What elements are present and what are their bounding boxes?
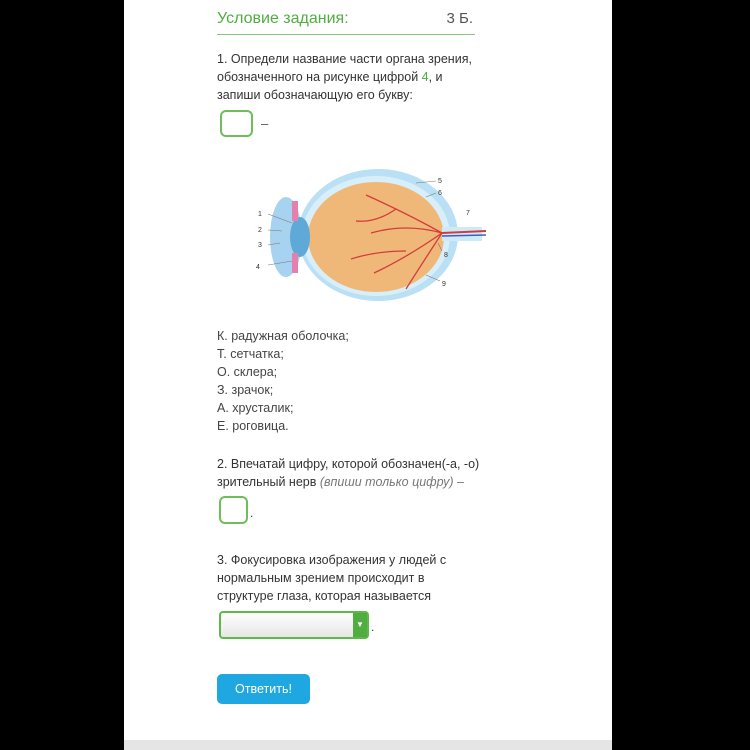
question-1 (217, 50, 487, 104)
label-7: 7 (466, 210, 470, 217)
option-z: З. зрачок; (217, 383, 274, 397)
option-o: О. склера; (217, 365, 278, 379)
question-1-number: 4 (421, 70, 429, 84)
label-2: 2 (258, 227, 262, 234)
label-4: 4 (256, 264, 260, 271)
submit-button[interactable]: Ответить! (217, 674, 310, 704)
answer-1-dash: – (261, 116, 269, 131)
task-title: Условие задания: (217, 10, 349, 27)
label-8: 8 (444, 252, 448, 259)
question-2-hint: (впиши только цифру) – (319, 475, 464, 489)
question-3: 3. Фокусировка изображения у людей с нормальным зрением происходит в структуре глаза, которая называется (217, 553, 447, 603)
answer-1-input[interactable] (220, 110, 253, 137)
iris-bottom-shape (292, 253, 298, 273)
task-points: 3 Б. (446, 10, 473, 27)
optic-nerve-shape (442, 227, 482, 241)
bottom-strip (124, 740, 612, 750)
vein-shape (442, 235, 486, 236)
retina-shape (308, 182, 444, 292)
question-1-text: 1. Определи название части органа зрения, обозначенного на рисунке цифрой (217, 52, 472, 84)
chevron-down-icon[interactable]: ▼ (353, 613, 367, 637)
answer-3-dot: . (371, 620, 375, 634)
label-1: 1 (258, 211, 262, 218)
task-page (124, 0, 612, 750)
option-a: А. хрусталик; (217, 401, 294, 415)
lens-shape (290, 217, 310, 257)
label-5: 5 (438, 178, 442, 185)
answer-2-dot: . (250, 506, 254, 520)
question-2 (217, 455, 487, 491)
answer-3-dropdown[interactable] (219, 611, 369, 639)
label-3: 3 (258, 242, 262, 249)
eye-diagram (256, 163, 470, 313)
label-6: 6 (438, 190, 442, 197)
question-1-text-end: , и запиши обозначающую его букву: (217, 70, 443, 102)
option-e: Е. роговица. (217, 419, 289, 433)
option-k: К. радужная оболочка; (217, 329, 349, 343)
question-2-text: 2. Впечатай цифру, которой обозначен(-а, -о) зрительный нерв (217, 457, 480, 489)
task-header (217, 10, 475, 35)
answer-2-input[interactable] (219, 496, 248, 524)
label-9: 9 (442, 281, 446, 288)
options-list (217, 327, 349, 435)
option-t: Т. сетчатка; (217, 347, 284, 361)
iris-top-shape (292, 201, 298, 221)
